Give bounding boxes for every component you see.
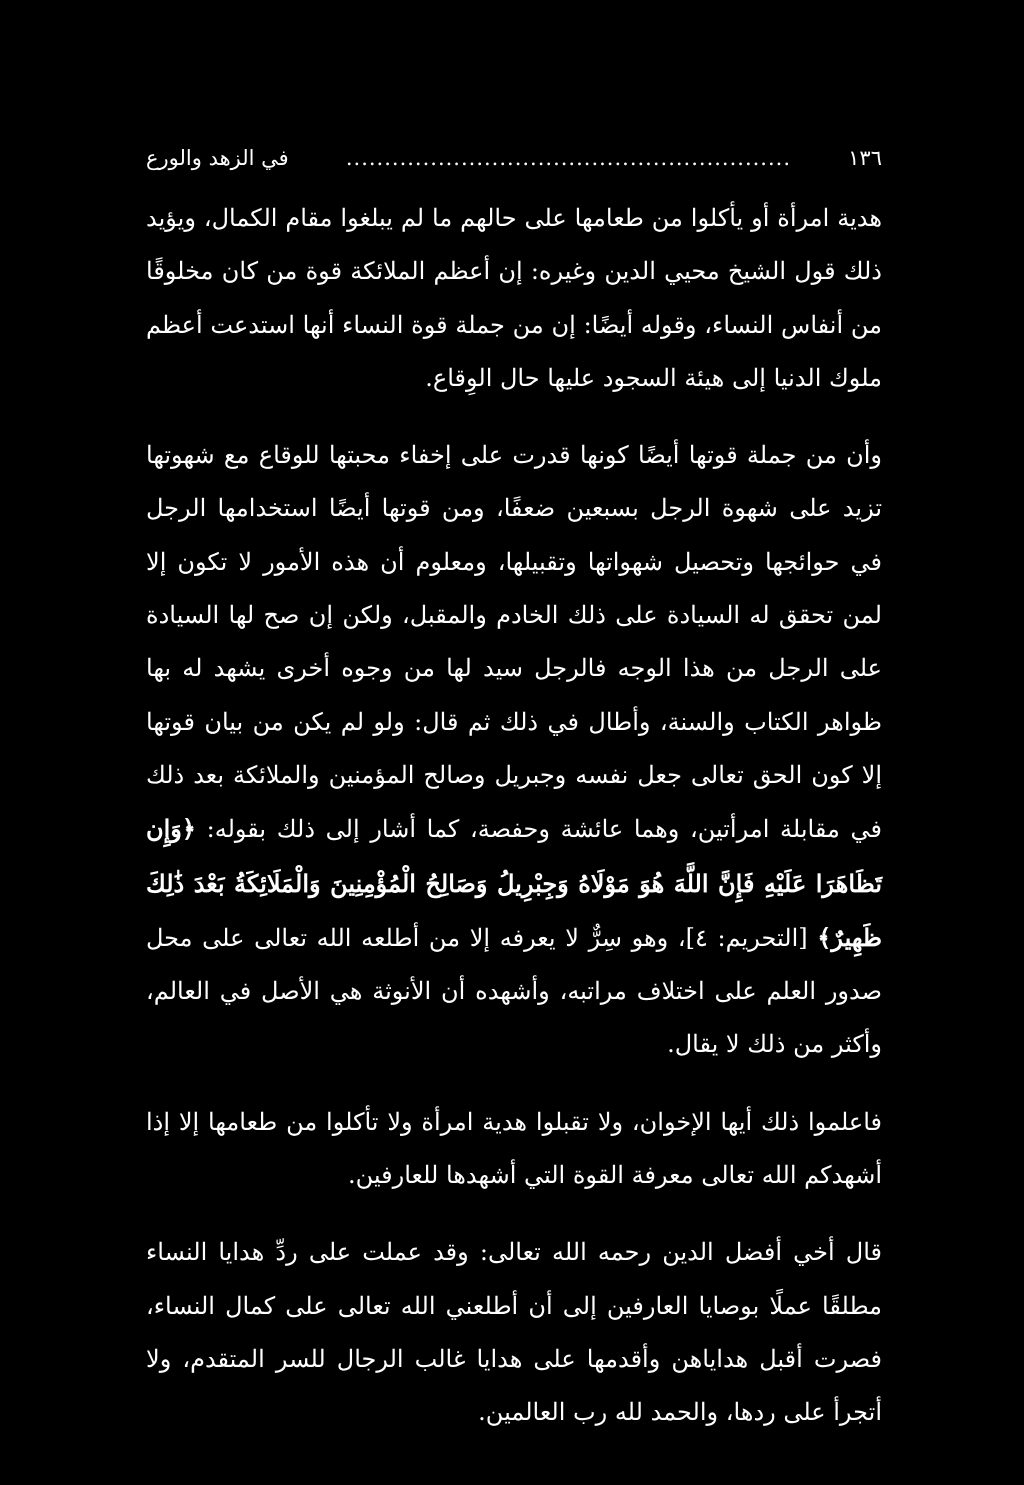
paragraph-2 <box>146 429 882 1072</box>
paragraph-1: هدية امرأة أو يأكلوا من طعامها على حالهم ما لم يبلغوا مقام الكمال، ويؤيد ذلك قول الشيخ محيي الدين وغيره: إن أعظم الملائكة قوة من كان مخلوقًا من أنفاس النساء، وقوله أيضًا: إن من جملة قوة النساء أنها استدعت أعظم ملوك الدنيا إلى هيئة السجود عليها حال الوِقاع. <box>146 204 882 392</box>
header-leader-dots: .......................................................... <box>345 146 792 170</box>
paragraph-4: قال أخي أفضل الدين رحمه الله تعالى: وقد عملت على ردِّ هدايا النساء مطلقًا عملًا بوصايا العارفين إلى أن أطلعني الله تعالى على كمال النساء، فصرت أقبل هداياهن وأقدمها على هدايا غالب الرجال للسر المتقدم، ولا أتجرأ على ردها، والحمد لله رب العالمين. <box>146 1238 882 1427</box>
paragraph-2-continuation: [التحريم: ٤]، وهو سِرٌّ لا يعرفه إلا من أطلعه الله تعالى على محل صدور العلم على اختلاف مراتبه، وأشهده أن الأنوثة هي الأصل في العالم، وأكثر من ذلك لا يقال. <box>146 923 883 1059</box>
chapter-title: في الزهد والورع <box>146 146 289 170</box>
quran-verse: ﴿وَإِن تَظَاهَرَا عَلَيْهِ فَإِنَّ اللَّهَ هُوَ مَوْلَاهُ وَجِبْرِيلُ وَصَالِحُ الْمُؤْمِنِينَ وَالْمَلَائِكَةُ بَعْدَ ذَٰلِكَ ظَهِيرٌ﴾ <box>146 814 882 952</box>
page-number: ١٣٦ <box>848 146 882 170</box>
paragraph-2-text: وأن من جملة قوتها أيضًا كونها قدرت على إخفاء محبتها للوقاع مع شهوتها تزيد على شهوة الرجل بسبعين ضعفًا، ومن قوتها أيضًا استخدامها الرجل في حوائجها وتحصيل شهواتها وتقبيلها، ومعلوم أن هذه الأمور لا تكون إلا لمن تحقق له السيادة على ذلك الخادم والمقبل، ولكن إن صح لها السيادة على الرجل من هذا الوجه فالرجل سيد لها من وجوه أخرى يشهد له بها ظواهر الكتاب والسنة، وأطال في ذلك ثم قال: ولو لم يكن من بيان قوتها إلا كون الحق تعالى جعل نفسه وجبريل وصالح المؤمنين والملائكة بعد ذلك في مقابلة امرأتين، وهما عائشة وحفصة، كما أشار إلى ذلك بقوله: <box>146 441 882 844</box>
paragraph-3: فاعلموا ذلك أيها الإخوان، ولا تقبلوا هدية امرأة ولا تأكلوا من طعامها إلا إذا أشهدكم الله تعالى معرفة القوة التي أشهدها للعارفين. <box>146 1107 882 1190</box>
running-header <box>146 140 882 176</box>
page-body <box>146 192 882 1440</box>
